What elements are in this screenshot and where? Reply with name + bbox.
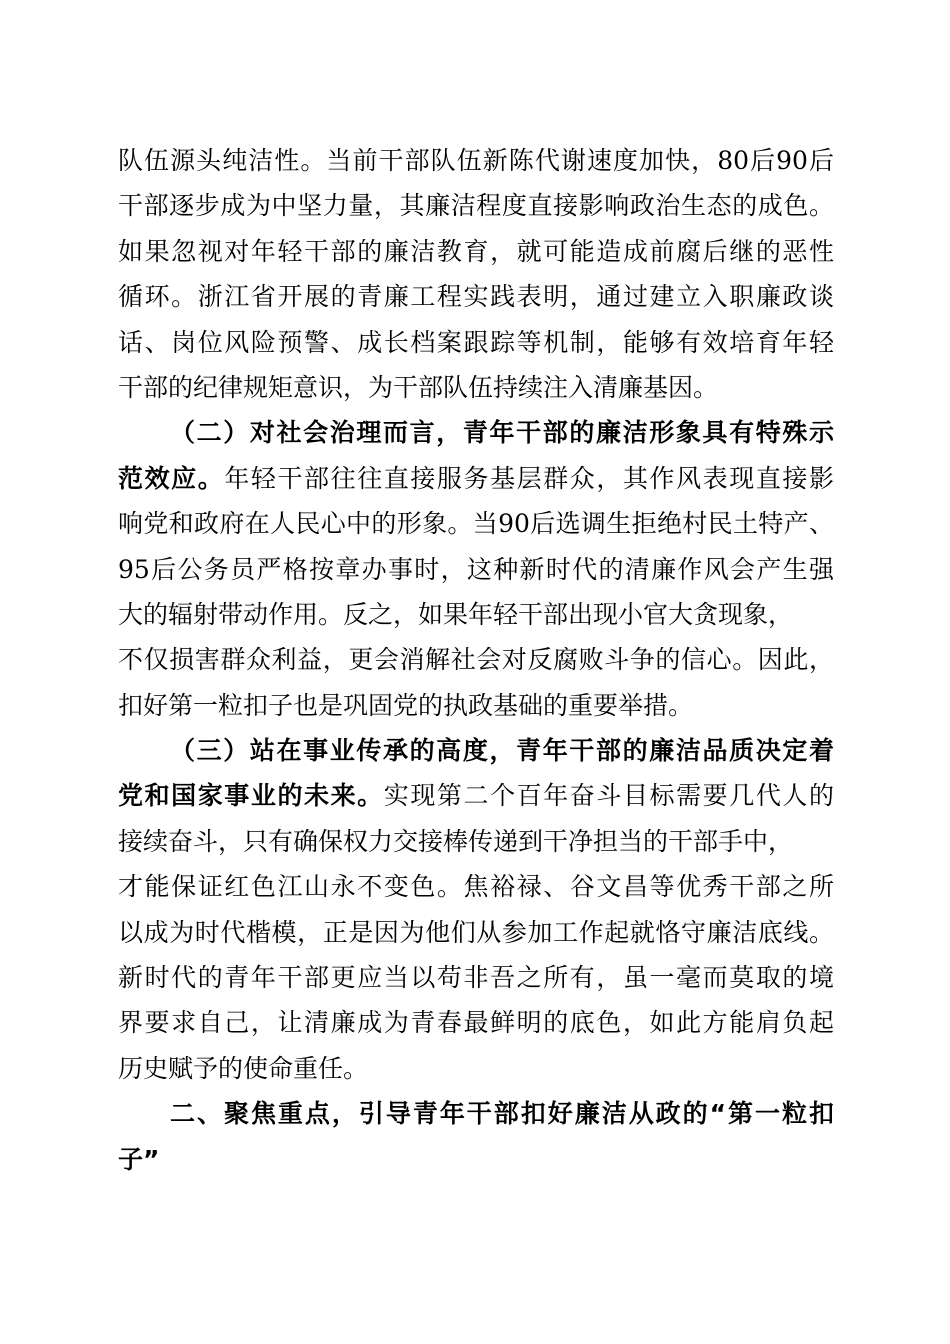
heading-line: 子” [118, 1144, 160, 1174]
text-line: 队伍源头纯洁性。当前干部队伍新陈代谢速度加快，80后90后 [118, 146, 834, 175]
text-line: 大的辐射带动作用。反之，如果年轻干部出现小官大贪现象， [118, 599, 794, 629]
text-line: 干部逐步成为中坚力量，其廉洁程度直接影响政治生态的成色。 [118, 191, 834, 221]
text-line [118, 456, 834, 501]
text-line: 话、岗位风险预警、成长档案跟踪等机制，能够有效培育年轻 [118, 327, 834, 357]
text-line: 响党和政府在人民心中的形象。当90后选调生拒绝村民土特产、 [118, 509, 834, 539]
text-line: 历史赋予的使命重任。 [118, 1053, 369, 1083]
text-line: 干部的纪律规矩意识，为干部队伍持续注入清廉基因。 [118, 372, 719, 402]
text-line: 新时代的青年干部更应当以苟非吾之所有，虽一毫而莫取的境 [118, 963, 834, 993]
text-line [118, 773, 834, 818]
paragraph-3 [118, 728, 834, 1091]
text-line: 95后公务员严格按章办事时，这种新时代的清廉作风会产生强 [118, 554, 834, 584]
subheading-line: （三）站在事业传承的高度，青年干部的廉洁品质决定着 [170, 736, 834, 766]
text-line-rest: 年轻干部往往直接服务基层群众，其作风表现直接影 [224, 463, 834, 493]
paragraph-2 [118, 410, 834, 728]
subheading-line-end: 党和国家事业的未来。 [118, 781, 384, 811]
heading-line: 二、聚焦重点，引导青年干部扣好廉洁从政的“第一粒扣 [170, 1099, 834, 1129]
paragraph-1 [118, 138, 834, 410]
text-line: 扣好第一粒扣子也是巩固党的执政基础的重要举措。 [118, 690, 694, 720]
text-line: 如果忽视对年轻干部的廉洁教育，就可能造成前腐后继的恶性 [118, 236, 834, 266]
text-line: 才能保证红色江山永不变色。焦裕禄、谷文昌等优秀干部之所 [118, 872, 834, 902]
subheading-line: （二）对社会治理而言，青年干部的廉洁形象具有特殊示 [170, 418, 834, 448]
text-line-rest: 实现第二个百年奋斗目标需要几代人的 [383, 781, 834, 811]
text-line: 循环。浙江省开展的青廉工程实践表明，通过建立入职廉政谈 [118, 282, 834, 312]
text-line: 不仅损害群众利益，更会消解社会对反腐败斗争的信心。因此， [118, 645, 834, 675]
text-line: 接续奋斗，只有确保权力交接棒传递到干净担当的干部手中， [118, 826, 794, 856]
text-line: 以成为时代楷模，正是因为他们从参加工作起就恪守廉洁底线。 [118, 917, 834, 947]
subheading-line-end: 范效应。 [118, 463, 225, 493]
section-heading-2 [118, 1091, 834, 1182]
document-page [118, 138, 834, 1182]
text-line: 界要求自己，让清廉成为青春最鲜明的底色，如此方能肩负起 [118, 1008, 834, 1038]
